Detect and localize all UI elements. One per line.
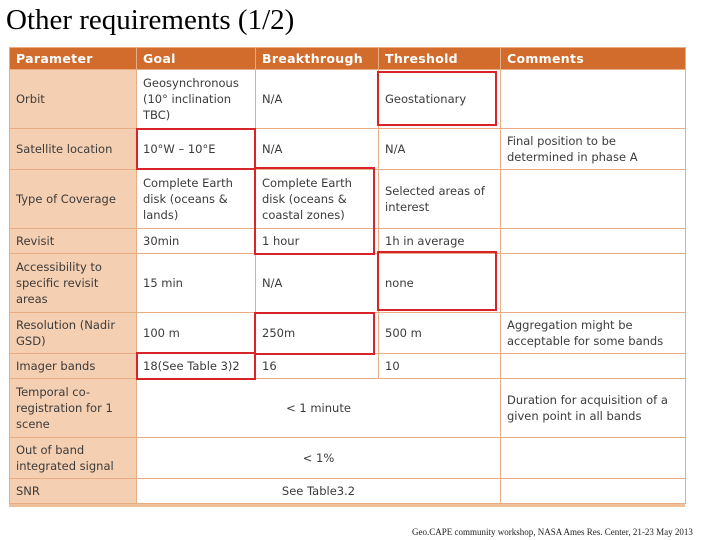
row-comments: Aggregation might be acceptable for some bands	[501, 313, 686, 354]
header-breakthrough: Breakthrough	[256, 48, 379, 70]
row-comments	[501, 170, 686, 229]
slide-footer: Geo.CAPE community workshop, NASA Ames Res. Center, 21-23 May 2013	[412, 527, 693, 537]
header-threshold: Threshold	[379, 48, 501, 70]
table-row	[10, 129, 686, 170]
row-merged-value: See Table3.2	[137, 479, 501, 504]
row-parameter: Accessibility to specific revisit areas	[10, 254, 137, 313]
table-row	[10, 70, 686, 129]
row-parameter: SNR	[10, 479, 137, 504]
row-breakthrough: N/A	[256, 129, 379, 170]
row-breakthrough: Complete Earth disk (oceans & coastal zones)	[256, 170, 379, 229]
row-threshold: Geostationary	[379, 70, 501, 129]
row-parameter: Revisit	[10, 229, 137, 254]
row-goal: 30min	[137, 229, 256, 254]
table-row	[10, 313, 686, 354]
row-merged-value: < 1%	[137, 438, 501, 479]
row-breakthrough: N/A	[256, 254, 379, 313]
row-comments	[501, 70, 686, 129]
header-parameter: Parameter	[10, 48, 137, 70]
row-threshold: 500 m	[379, 313, 501, 354]
table-row	[10, 229, 686, 254]
slide-title: Other requirements (1/2)	[6, 4, 295, 36]
row-comments	[501, 438, 686, 479]
row-parameter: Orbit	[10, 70, 137, 129]
row-breakthrough: N/A	[256, 70, 379, 129]
requirements-table	[9, 47, 685, 507]
row-goal: Geosynchronous (10° inclination TBC)	[137, 70, 256, 129]
row-goal: 100 m	[137, 313, 256, 354]
row-goal: 18(See Table 3)2	[137, 354, 256, 379]
row-goal: 15 min	[137, 254, 256, 313]
table-row	[10, 170, 686, 229]
row-comments	[501, 229, 686, 254]
row-parameter: Imager bands	[10, 354, 137, 379]
row-breakthrough: 16	[256, 354, 379, 379]
table-row	[10, 354, 686, 379]
row-comments	[501, 479, 686, 504]
row-comments: Final position to be determined in phase A	[501, 129, 686, 170]
table-row	[10, 438, 686, 479]
row-parameter: Out of band integrated signal	[10, 438, 137, 479]
table-header-row	[10, 48, 686, 70]
row-goal: Complete Earth disk (oceans & lands)	[137, 170, 256, 229]
row-merged-value: < 1 minute	[137, 379, 501, 438]
header-comments: Comments	[501, 48, 686, 70]
row-comments	[501, 254, 686, 313]
row-threshold: Selected areas of interest	[379, 170, 501, 229]
table-row	[10, 254, 686, 313]
row-threshold: 10	[379, 354, 501, 379]
row-comments	[501, 354, 686, 379]
row-goal: 10°W – 10°E	[137, 129, 256, 170]
row-threshold: 1h in average	[379, 229, 501, 254]
header-goal: Goal	[137, 48, 256, 70]
row-parameter: Resolution (Nadir GSD)	[10, 313, 137, 354]
table-row	[10, 479, 686, 504]
row-parameter: Temporal co-registration for 1 scene	[10, 379, 137, 438]
row-parameter: Type of Coverage	[10, 170, 137, 229]
row-breakthrough: 250m	[256, 313, 379, 354]
row-comments: Duration for acquisition of a given point in all bands	[501, 379, 686, 438]
row-breakthrough: 1 hour	[256, 229, 379, 254]
row-threshold: none	[379, 254, 501, 313]
row-parameter: Satellite location	[10, 129, 137, 170]
row-threshold: N/A	[379, 129, 501, 170]
table-row	[10, 379, 686, 438]
